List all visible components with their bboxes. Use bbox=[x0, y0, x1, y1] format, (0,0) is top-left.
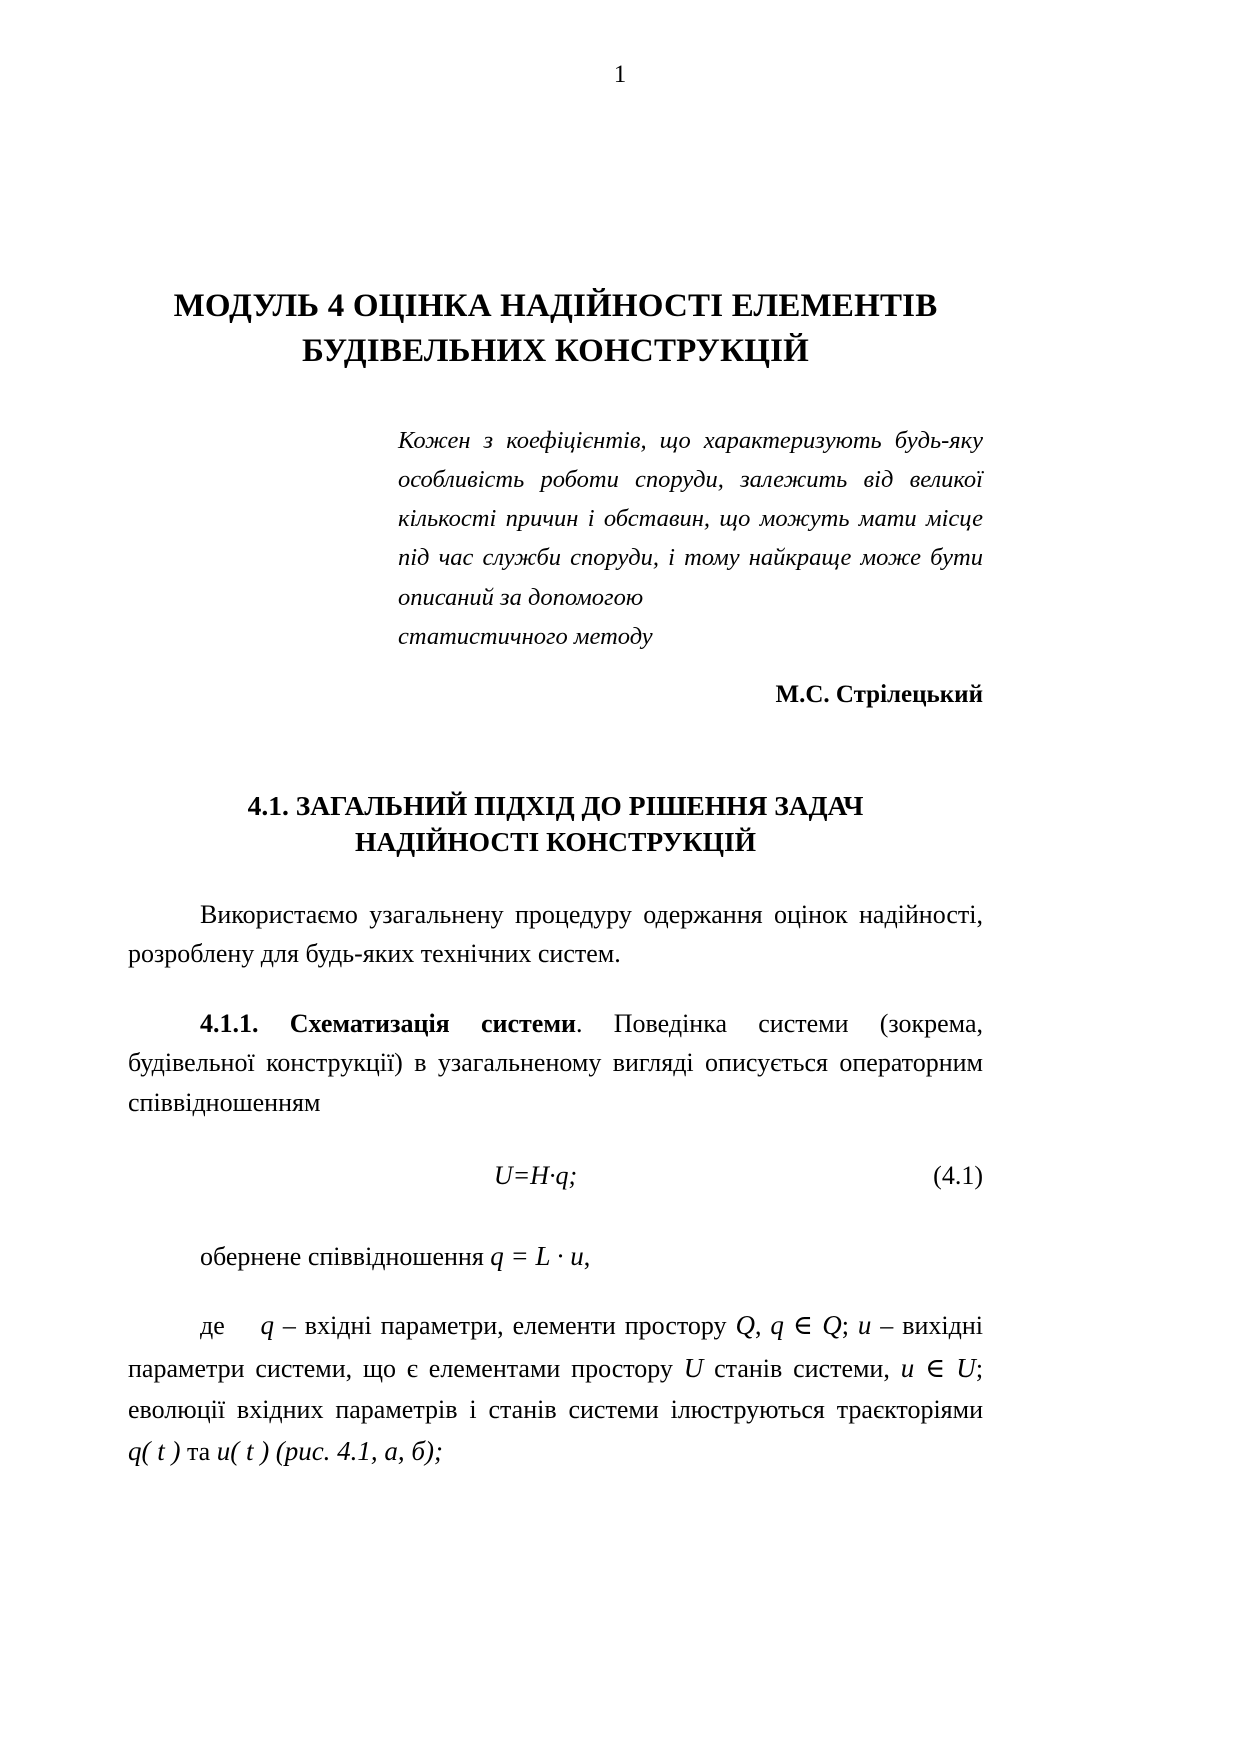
figure-reference: (рис. 4.1, а, б); bbox=[275, 1436, 443, 1467]
section-heading bbox=[128, 788, 983, 861]
membership-q-in-Q: q ∈ Q bbox=[770, 1309, 842, 1340]
formula-4-1-expression: U=H·q; bbox=[493, 1161, 578, 1191]
epigraph-text: Кожен з коефіцієнтів, що характеризують будь-яку особливість роботи споруди, залежить від великої кількості причин і обставин, що можуть мати місце під час служби споруди, і тому найкраще може бути описаний за допомогою bbox=[398, 426, 983, 611]
symbol-u: u bbox=[857, 1309, 872, 1340]
paragraph-subsection bbox=[128, 1004, 983, 1123]
paragraph-definitions bbox=[128, 1304, 983, 1473]
page-number: 1 bbox=[613, 61, 627, 88]
symbol-U: U bbox=[683, 1352, 704, 1383]
subsection-body: . Поведінка системи (зокрема, будівельної конструкції) в узагальненому вигляді описується операторним співвідношенням bbox=[128, 1008, 983, 1117]
definition-u-text: – вихідні параметри системи, що є елементами простору bbox=[128, 1310, 983, 1383]
section-heading-line-1: 4.1. ЗАГАЛЬНИЙ ПІДХІД ДО РІШЕННЯ ЗАДАЧ bbox=[247, 789, 864, 821]
definition-semicolon-1: ; bbox=[841, 1310, 849, 1340]
paragraph-intro: Використаємо узагальнену процедуру одержання оцінок надійності, розроблену для будь-яких технічних систем. bbox=[128, 899, 983, 969]
definition-ta: та bbox=[186, 1437, 211, 1467]
epigraph bbox=[398, 421, 983, 656]
definition-de: де bbox=[200, 1310, 225, 1340]
definition-q-text: – вхідні параметри, елементи простору bbox=[282, 1310, 727, 1340]
module-title bbox=[128, 285, 983, 373]
definition-evolution-text: ; еволюції вхідних параметрів і станів системи ілюструються траєкторіями bbox=[128, 1353, 984, 1425]
trajectory-q-of-t: q( t ) bbox=[128, 1436, 181, 1467]
epigraph-text-last-line: статистичного методу bbox=[398, 622, 653, 650]
epigraph-attribution: М.С. Стрілецький bbox=[775, 680, 983, 708]
inverse-relation-lead: обернене співвідношення bbox=[200, 1242, 484, 1272]
formula-4-1-row bbox=[128, 1160, 983, 1206]
inverse-relation-tail: , bbox=[583, 1242, 591, 1272]
page-content bbox=[128, 285, 983, 1499]
paragraph-inverse-relation bbox=[128, 1236, 983, 1278]
definition-states-text: станів системи, bbox=[714, 1353, 890, 1383]
module-title-line-2: БУДІВЕЛЬНИХ КОНСТРУКЦІЙ bbox=[301, 332, 810, 369]
trajectory-u-of-t: u( t ) bbox=[216, 1436, 270, 1467]
section-heading-line-2: НАДІЙНОСТІ КОНСТРУКЦІЙ bbox=[354, 826, 757, 858]
symbol-Q: Q bbox=[735, 1309, 755, 1340]
module-title-line-1: МОДУЛЬ 4 ОЦІНКА НАДІЙНОСТІ ЕЛЕМЕНТІВ bbox=[173, 288, 938, 324]
formula-4-1-number: (4.1) bbox=[933, 1161, 983, 1191]
membership-u-in-U: u ∈ U bbox=[900, 1352, 976, 1383]
definition-comma-1: , bbox=[754, 1310, 762, 1340]
inverse-relation-math: q = L · u bbox=[490, 1241, 584, 1272]
subsection-number: 4.1.1. Схематизація системи bbox=[200, 1008, 577, 1038]
symbol-q: q bbox=[260, 1309, 274, 1340]
